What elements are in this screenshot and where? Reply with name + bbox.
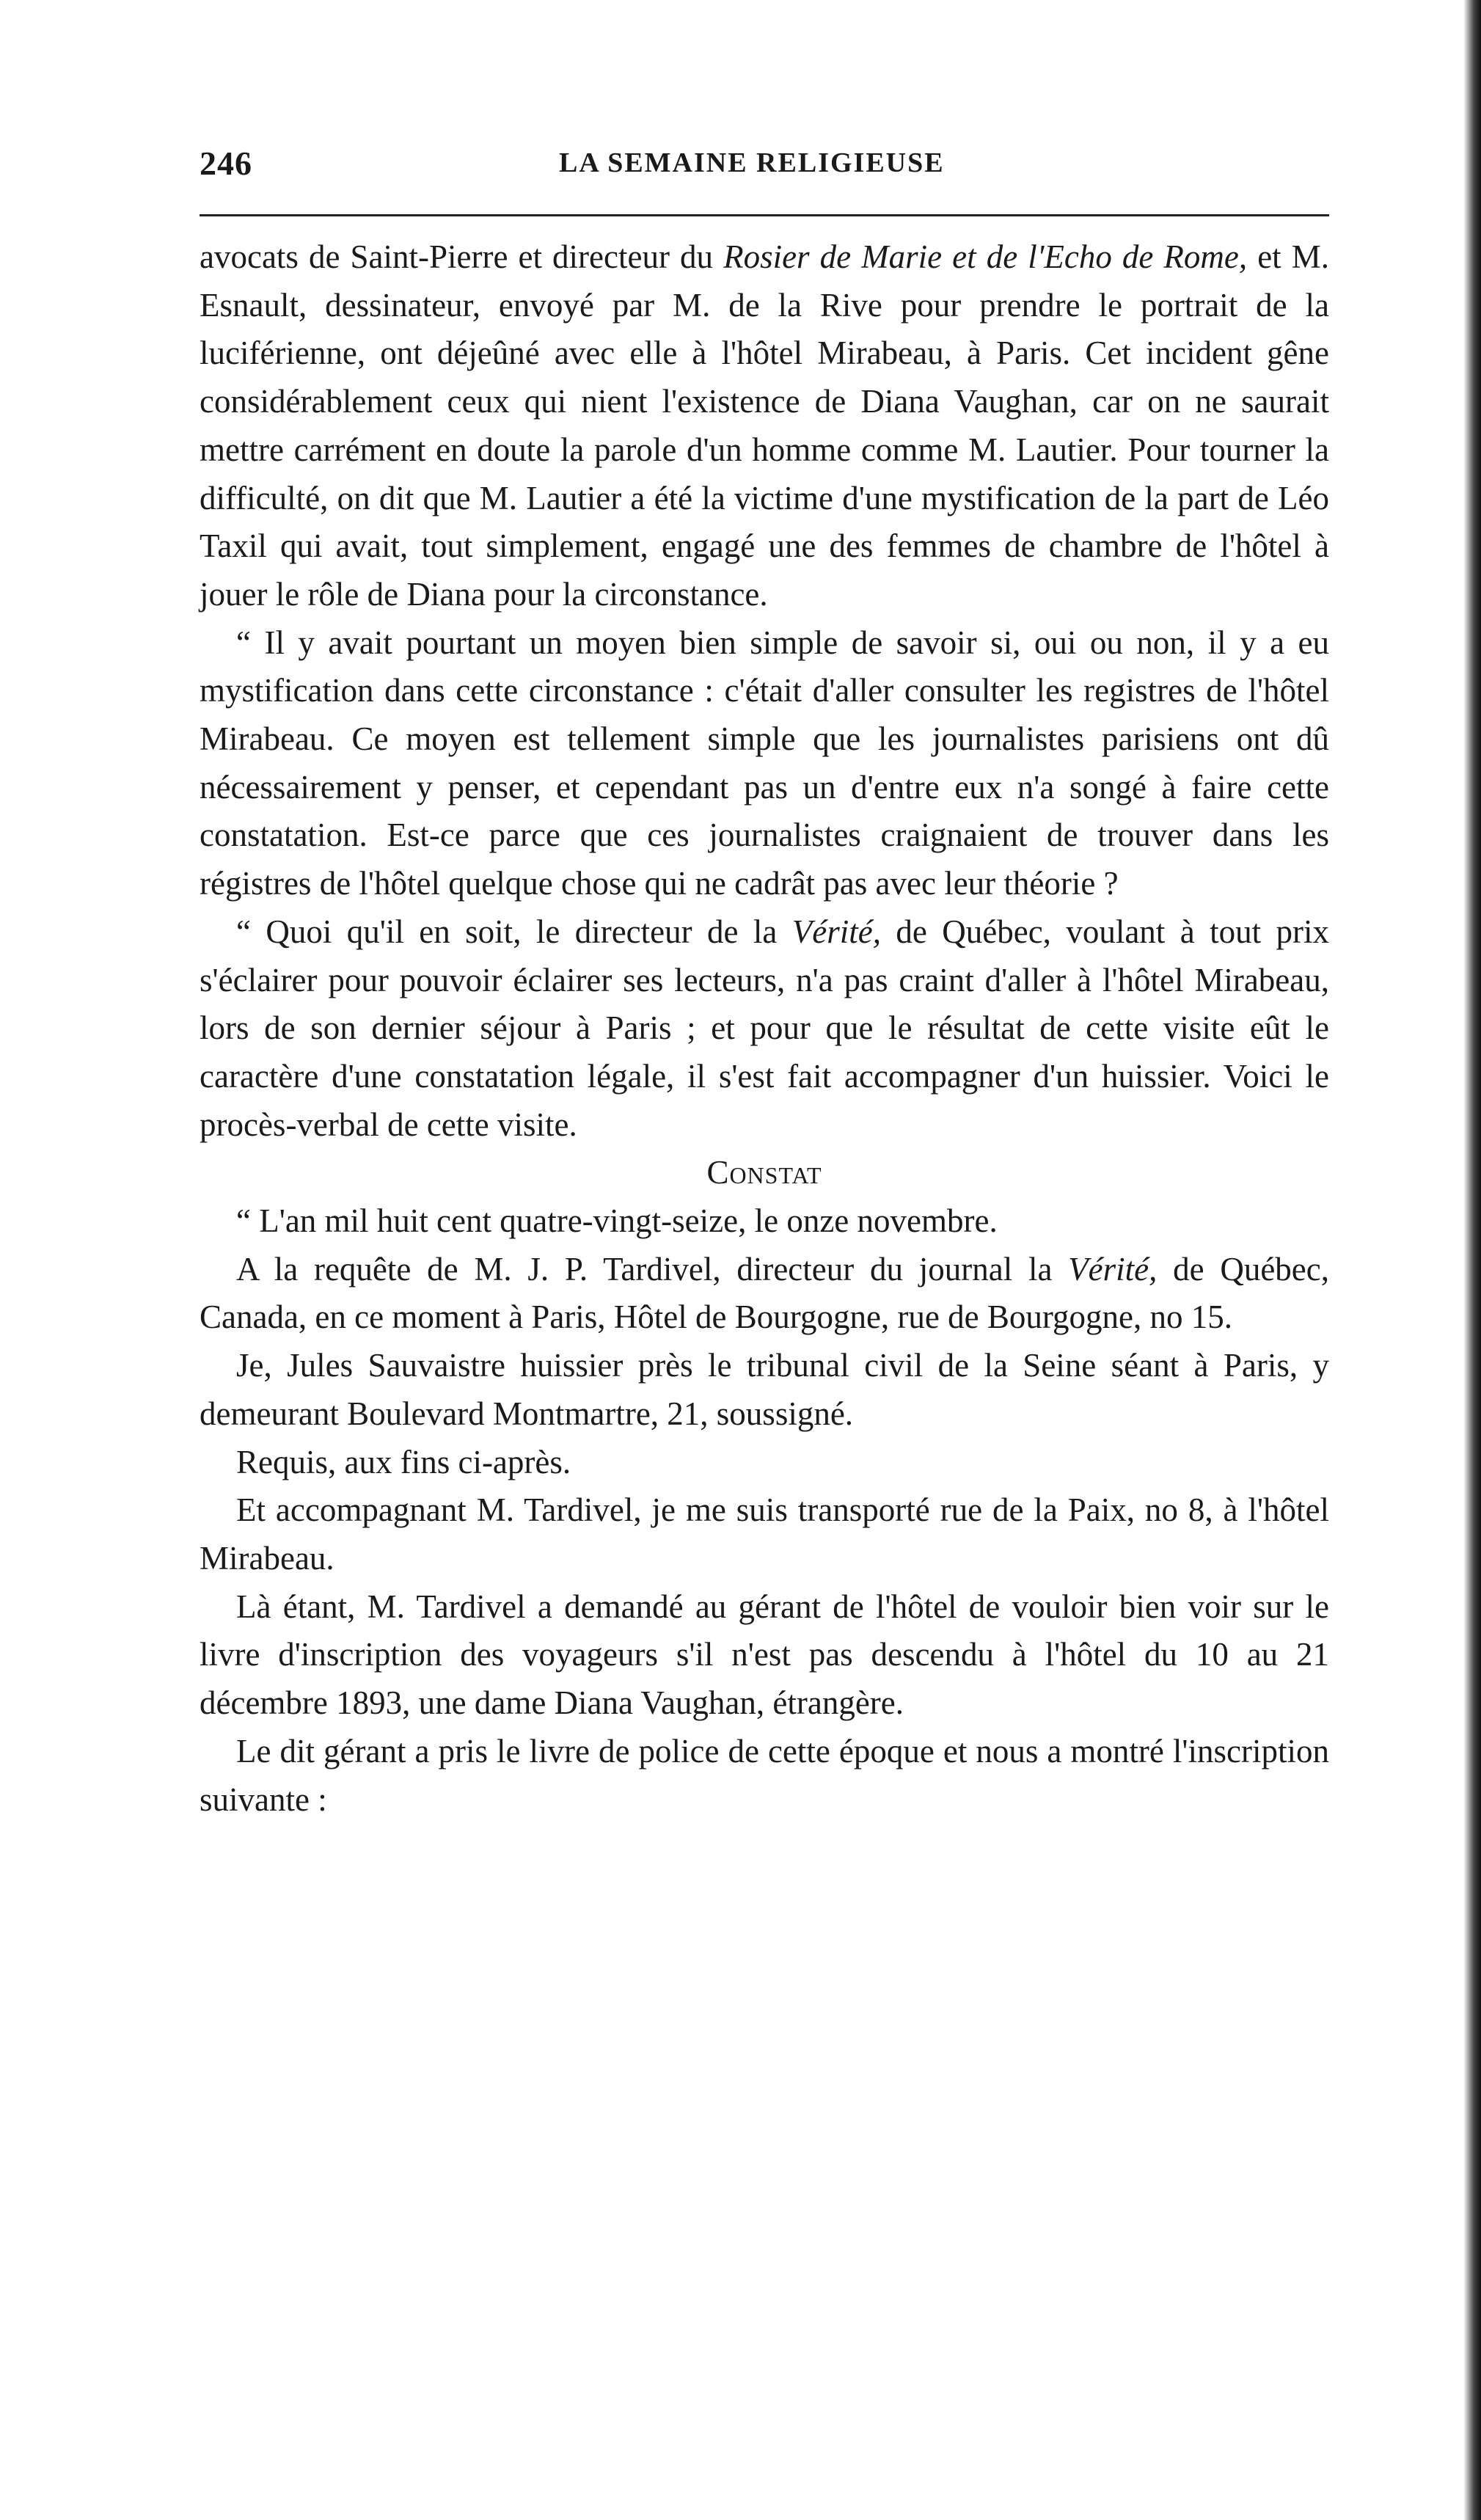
paragraph: “ L'an mil huit cent quatre-vingt-seize, le onze novembre. xyxy=(236,1202,998,1240)
section-heading: Constat xyxy=(706,1154,822,1191)
paragraph: Là étant, M. Tardivel a demandé au gérant de l'hôtel de vouloir bien voir sur le livre d'inscription des voyageurs s'il n'est pas descendu à l'hôtel du 10 au 21 décembre 1893, une dame Diana Vaughan, étrangère. xyxy=(200,1588,1329,1722)
paragraph: avocats de Saint-Pierre et directeur du Rosier de Marie et de l'Echo de Rome, et M. Esnault, dessinateur, envoyé par M. de la Rive pour prendre le portrait de la luciférienne, ont déjeûné avec elle à l'hôtel Mirabeau, à Paris. Cet incident gêne considérablement ceux qui nient l'existence de Diana Vaughan, car on ne saurait mettre carrément en doute la parole d'un homme comme M. Lautier. Pour tourner la difficulté, on dit que M. Lautier a été la victime d'une mystification de la part de Léo Taxil qui avait, tout simplement, engagé une des femmes de chambre de l'hôtel à jouer le rôle de Diana pour la circonstance. xyxy=(200,238,1329,613)
paragraph: “ Quoi qu'il en soit, le directeur de la Vérité, de Québec, voulant à tout prix s'éclairer pour pouvoir éclairer ses lecteurs, n'a pas craint d'aller à l'hôtel Mirabeau, lors de son dernier séjour à Paris ; et pour que le résultat de cette visite eût le caractère d'une constatation légale, il s'est fait accompagner d'un huissier. Voici le procès-verbal de cette visite. xyxy=(200,913,1329,1143)
page-edge-shadow xyxy=(1463,0,1481,2520)
paragraph: Et accompagnant M. Tardivel, je me suis transporté rue de la Paix, no 8, à l'hôtel Mirabeau. xyxy=(200,1491,1329,1577)
paragraph: “ Il y avait pourtant un moyen bien simple de savoir si, oui ou non, il y a eu mystification dans cette circonstance : c'était d'aller consulter les registres de l'hôtel Mirabeau. Ce moyen est tellement simple que les journalistes parisiens ont dû nécessairement y penser, et cependant pas un d'entre eux n'a songé à faire cette constatation. Est-ce parce que ces journalistes craignaient de trouver dans les régistres de l'hôtel quelque chose qui ne cadrât pas avec leur théorie ? xyxy=(200,624,1329,902)
body-text xyxy=(200,233,1329,1824)
page-number: 246 xyxy=(200,145,252,182)
page-header xyxy=(200,144,1329,191)
header-rule xyxy=(200,214,1329,216)
paragraph: Requis, aux fins ci-après. xyxy=(236,1443,571,1480)
paragraph: Le dit gérant a pris le livre de police de cette époque et nous a montré l'inscription suivante : xyxy=(200,1732,1329,1818)
paragraph: Je, Jules Sauvaistre huissier près le tribunal civil de la Seine séant à Paris, y demeurant Boulevard Montmartre, 21, soussigné. xyxy=(200,1347,1329,1432)
paragraph: A la requête de M. J. P. Tardivel, directeur du journal la Vérité, de Québec, Canada, en ce moment à Paris, Hôtel de Bourgogne, rue de Bourgogne, no 15. xyxy=(200,1250,1330,1336)
running-title: LA SEMAINE RELIGIEUSE xyxy=(559,147,945,178)
